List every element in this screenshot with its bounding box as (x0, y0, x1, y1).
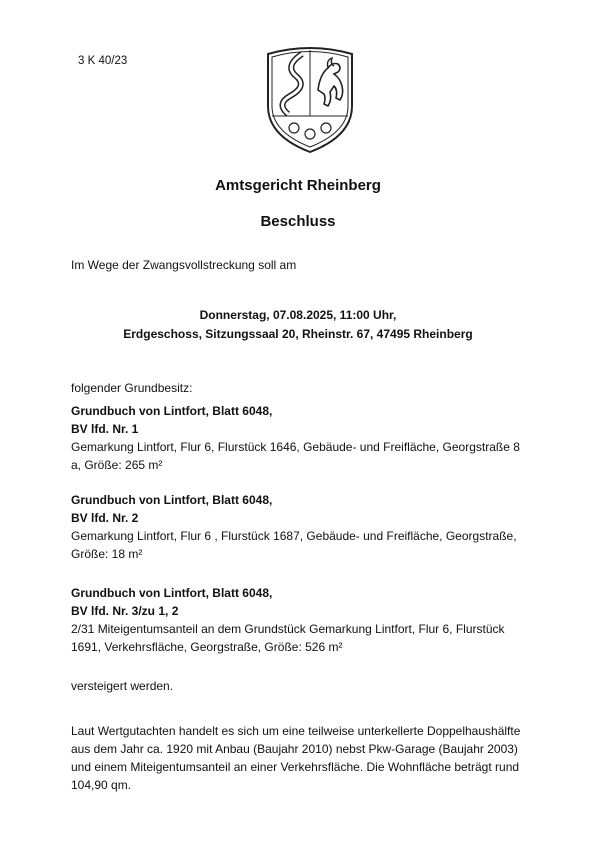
property-register: Grundbuch von Lintfort, Blatt 6048, (71, 493, 273, 507)
property-intro: folgender Grundbesitz: (71, 381, 193, 395)
document-type: Beschluss (260, 213, 336, 230)
appraisal-line: Laut Wertgutachten handelt es sich um eine teilweise unterkellerte Doppelhaushälfte (71, 724, 521, 738)
property-entry: BV lfd. Nr. 3/zu 1, 2 (71, 604, 179, 618)
property-description-line: Gemarkung Lintfort, Flur 6 , Flurstück 1687, Gebäude- und Freifläche, Georgstraße, (71, 529, 517, 543)
appraisal-line: aus dem Jahr ca. 1920 mit Anbau (Baujahr 2010) nebst Pkw-Garage (Baujahr 2003) (71, 742, 518, 756)
property-entry: BV lfd. Nr. 2 (71, 511, 139, 525)
property-block (71, 491, 523, 563)
auction-location: Erdgeschoss, Sitzungssaal 20, Rheinstr. 67, 47495 Rheinberg (123, 327, 473, 341)
property-register: Grundbuch von Lintfort, Blatt 6048, (71, 586, 273, 600)
property-block (71, 402, 523, 474)
property-description-line: a, Größe: 265 m² (71, 458, 163, 472)
auction-phrase: versteigert werden. (71, 679, 174, 693)
auction-date: Donnerstag, 07.08.2025, 11:00 Uhr, (199, 308, 397, 322)
coat-of-arms-seal (262, 44, 358, 154)
property-description-line: Gemarkung Lintfort, Flur 6, Flurstück 1646, Gebäude- und Freifläche, Georgstraße 8 (71, 440, 520, 454)
property-description-line: Größe: 18 m² (71, 547, 143, 561)
intro-text: Im Wege der Zwangsvollstreckung soll am (71, 258, 297, 272)
property-block (71, 584, 523, 656)
property-register: Grundbuch von Lintfort, Blatt 6048, (71, 404, 273, 418)
property-description-line: 1691, Verkehrsfläche, Georgstraße, Größe: 526 m² (71, 640, 343, 654)
property-entry: BV lfd. Nr. 1 (71, 422, 139, 436)
property-description-line: 2/31 Miteigentumsanteil an dem Grundstück Gemarkung Lintfort, Flur 6, Flurstück (71, 622, 505, 636)
court-name: Amtsgericht Rheinberg (215, 177, 381, 194)
file-number: 3 K 40/23 (78, 55, 128, 67)
appraisal-paragraph (71, 722, 523, 794)
appraisal-line: 104,90 qm. (71, 778, 132, 792)
appraisal-line: und einem Miteigentumsanteil an einer Verkehrsfläche. Die Wohnfläche beträgt rund (71, 760, 520, 774)
